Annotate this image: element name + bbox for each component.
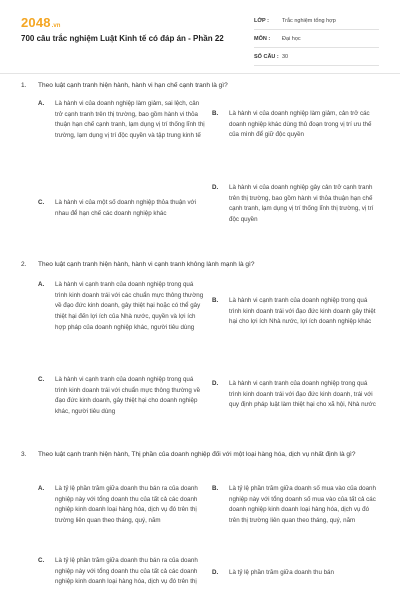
option-text: Là tỷ lệ phần trăm giữa doanh số mua vào của doanh nghiệp này với tổng doanh số mua vào của tất cả các doanh nghiệp kinh doanh loại hàng hóa, dịch vụ đó trên thị trường liên quan theo tháng, quý, năm [229, 485, 376, 525]
document-title: 700 câu trắc nghiệm Luật Kinh tế có đáp án - Phần 22 [21, 34, 224, 43]
question-text: Theo luật cạnh tranh hiện hành, Thị phần của doanh nghiệp đối với một loại hàng hóa, dịch vụ nhất định là gì? [38, 451, 356, 458]
option-a[interactable] [38, 99, 207, 142]
option-b[interactable] [212, 296, 381, 328]
option-b[interactable] [212, 109, 381, 141]
meta-label: LỚP : [254, 17, 269, 24]
question-2 [21, 260, 381, 416]
document-meta [254, 12, 379, 66]
question-header [21, 450, 381, 460]
question-text: Theo luật cạnh tranh hiện hành, hành vi hạn chế cạnh tranh là gì? [38, 82, 228, 89]
option-letter: C. [38, 557, 45, 564]
question-header [21, 260, 381, 270]
option-text: Là tỷ lệ phần trăm giữa doanh thu bán ra của doanh nghiệp này với tổng doanh thu của tất cả các doanh nghiệp kinh doanh loại hàng hóa, dịch vụ đó trên thị trường liên quan theo tháng, quý, năm [55, 485, 198, 525]
option-text: Là tỷ lệ phần trăm giữa doanh thu bán [229, 569, 334, 576]
question-number: 1. [21, 82, 27, 89]
option-text: Là hành vi của một số doanh nghiệp thỏa thuận với nhau để hạn chế các doanh nghiệp khác [55, 199, 196, 217]
option-letter: D. [212, 184, 219, 191]
question-number: 2. [21, 261, 27, 268]
option-b[interactable] [212, 484, 381, 527]
option-c[interactable] [38, 375, 207, 418]
option-text: Là hành vi của doanh nghiệp làm giảm, cản trở các doanh nghiệp khác dùng thủ đoạn trong vị trí ưu thế của mình để giữ độc quyền [229, 110, 372, 139]
option-c[interactable] [38, 556, 207, 588]
question-header [21, 81, 381, 91]
question-1 [21, 81, 381, 224]
question-text: Theo luật cạnh tranh hiện hành, hành vi cạnh tranh không lành mạnh là gì? [38, 261, 255, 268]
option-a[interactable] [38, 484, 207, 527]
option-text: Là hành vi cạnh tranh của doanh nghiệp trong quá trình kinh doanh trái với chuẩn mực thông thường về đạo đức kinh doanh, gây thiệt hại cho doanh nghiệp khác, người tiêu dùng [55, 376, 201, 416]
meta-value: 30 [282, 53, 289, 60]
brand-name: 2048 [21, 15, 51, 30]
meta-row-subject [254, 30, 379, 48]
option-a[interactable] [38, 280, 207, 334]
option-text: Là hành vi cạnh tranh của doanh nghiệp trong quá trình kinh doanh trái với đạo đức kinh doanh gây thiệt hại cho lợi ích Nhà nước, lợi ích doanh nghiệp khác [229, 297, 376, 326]
document-header [0, 0, 400, 72]
option-text: Là hành vi của doanh nghiệp làm giảm, sai lệch, cản trở cạnh tranh trên thị trường, bao gồm hành vi thỏa thuận hạn chế cạnh tranh, lạm dụng vị trí thống lĩnh thị trường, lạm dụng vị trí độc quyền và tập trung kinh tế [55, 100, 205, 140]
option-d[interactable] [212, 183, 381, 226]
meta-row-class [254, 12, 379, 30]
option-letter: C. [38, 199, 45, 206]
option-letter: B. [212, 485, 219, 492]
site-logo[interactable] [21, 15, 60, 30]
meta-value: Đại học [282, 35, 301, 42]
header-divider [0, 73, 400, 74]
option-letter: A. [38, 485, 45, 492]
question-3 [21, 450, 381, 586]
meta-label: MÔN : [254, 35, 271, 42]
option-letter: B. [212, 297, 219, 304]
option-text: Là hành vi của doanh nghiệp gây cản trở cạnh tranh trên thị trường, bao gồm hành vi thỏa thuận hạn chế cạnh tranh, lạm dụng vị trí thống lĩnh thị trường, vị trí độc quyền [229, 184, 374, 224]
option-letter: A. [38, 281, 45, 288]
option-letter: B. [212, 110, 219, 117]
option-letter: D. [212, 569, 219, 576]
meta-value: Trắc nghiệm tổng hợp [282, 17, 336, 24]
option-text: Là hành vi cạnh tranh của doanh nghiệp trong quá trình kinh doanh trái với các chuẩn mực thông thường về đạo đức kinh doanh, gây thiệt hại hoặc có thể gây thiệt hại đến lợi ích của Nhà nước, quyền và lợi ích hợp pháp của doanh nghiệp khác, người tiêu dùng [55, 281, 204, 331]
option-letter: C. [38, 376, 45, 383]
meta-label: SỐ CÂU : [254, 53, 279, 60]
option-d[interactable] [212, 568, 381, 579]
option-text: Là tỷ lệ phần trăm giữa doanh thu bán ra của doanh nghiệp này với tổng doanh thu của tất cả các doanh nghiệp kinh doanh loại hàng hóa, dịch vụ đó trên thị [55, 557, 198, 586]
brand-suffix: .vn [51, 23, 61, 29]
option-letter: D. [212, 380, 219, 387]
meta-row-count [254, 48, 379, 66]
question-number: 3. [21, 451, 27, 458]
option-d[interactable] [212, 379, 381, 411]
option-letter: A. [38, 100, 45, 107]
option-c[interactable] [38, 198, 207, 219]
option-text: Là hành vi cạnh tranh của doanh nghiệp trong quá trình kinh doanh trái với đạo đức kinh doanh, trái với quy định pháp luật làm thiệt hại cho xã hội, Nhà nước [229, 380, 376, 409]
